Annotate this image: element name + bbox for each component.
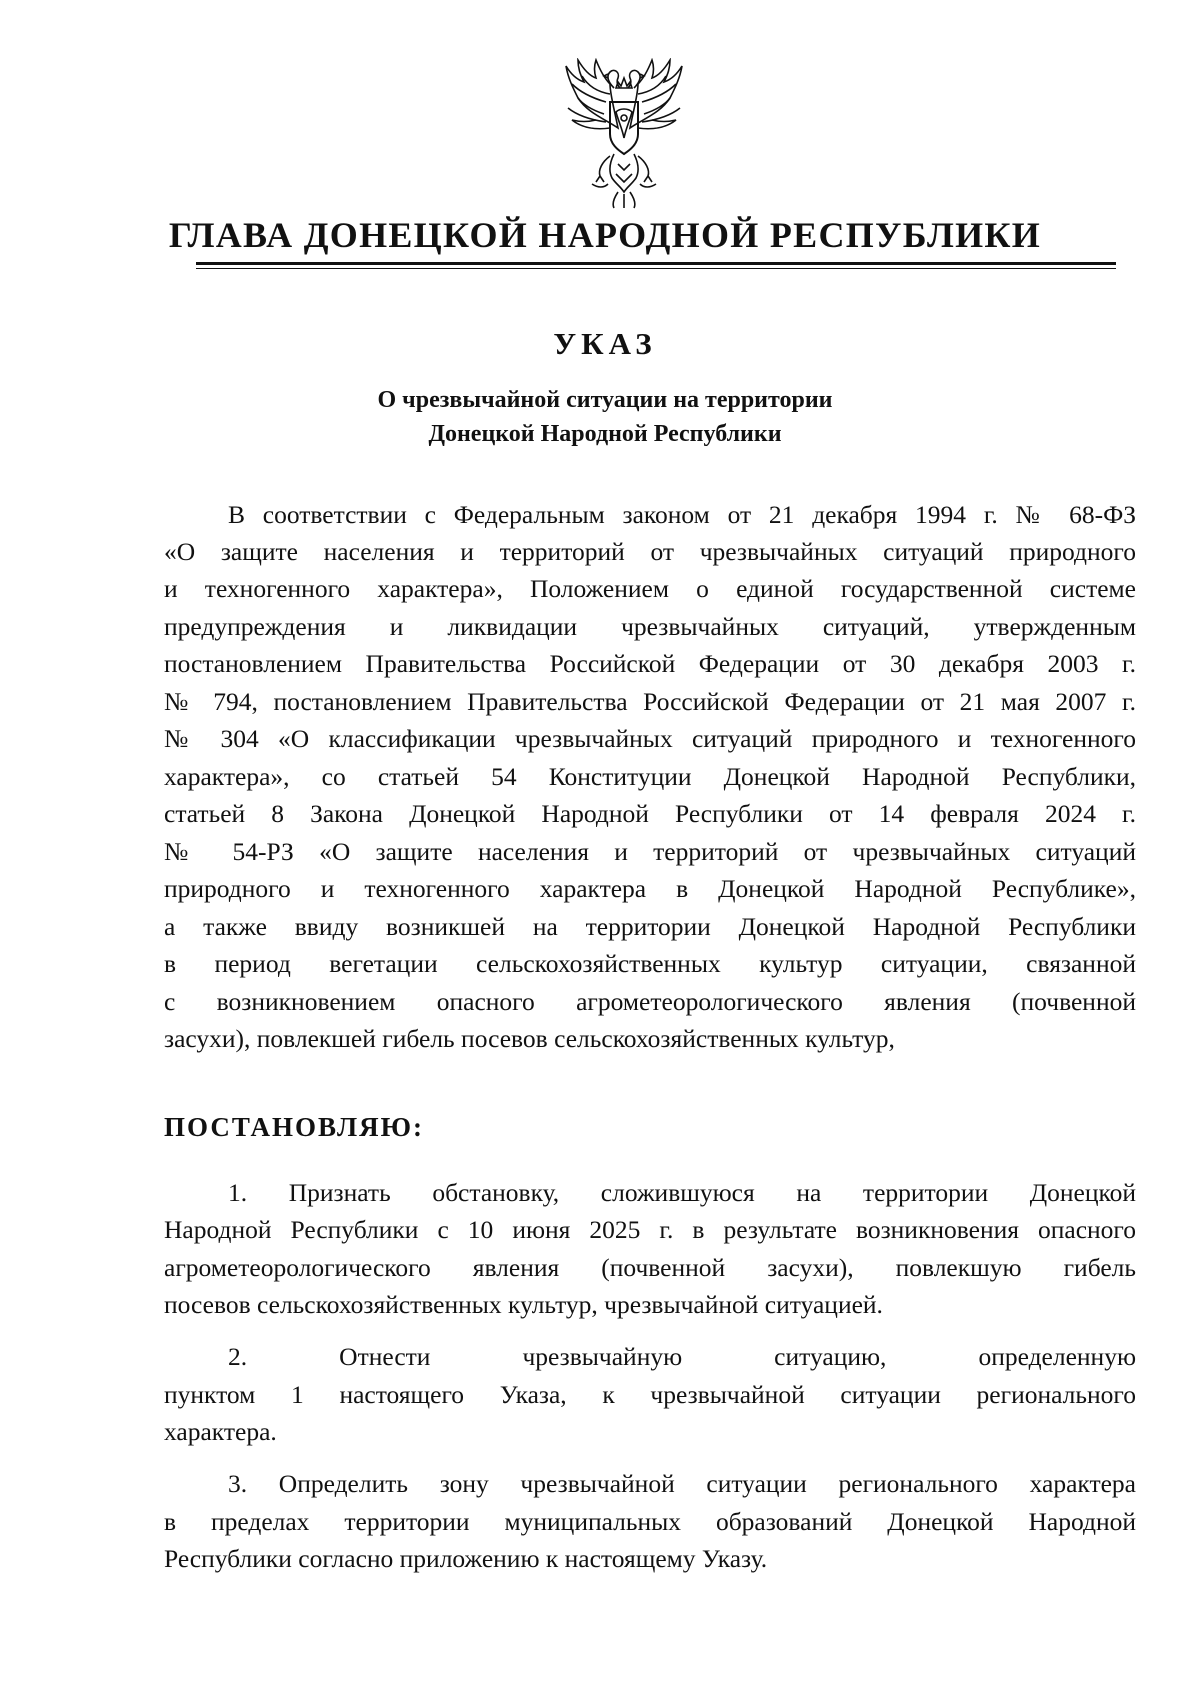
preamble-line: № 304 «О классификации чрезвычайных ситуаций природного и техногенного <box>164 724 1136 753</box>
coat-of-arms-emblem <box>548 58 700 210</box>
item-3-line: 3. Определить зону чрезвычайной ситуации регионального характера <box>228 1469 1136 1498</box>
header-rule-thick <box>196 262 1116 265</box>
header-rule-thin <box>196 268 1116 269</box>
preamble-line: засухи), повлекшей гибель посевов сельскохозяйственных культур, <box>164 1024 895 1053</box>
preamble-line: № 54-РЗ «О защите населения и территорий от чрезвычайных ситуаций <box>164 837 1136 866</box>
preamble-line: предупреждения и ликвидации чрезвычайных ситуаций, утвержденным <box>164 612 1136 641</box>
item-1-line: агрометеорологического явления (почвенной засухи), повлекшую гибель <box>164 1253 1136 1282</box>
issuer-title: ГЛАВА ДОНЕЦКОЙ НАРОДНОЙ РЕСПУБЛИКИ <box>168 215 1042 255</box>
item-3-line: в пределах территории муниципальных образований Донецкой Народной <box>164 1507 1136 1536</box>
item-1-line: 1. Признать обстановку, сложившуюся на территории Донецкой <box>228 1178 1136 1207</box>
preamble-line: природного и техногенного характера в Донецкой Народной Республике», <box>164 874 1136 903</box>
item-2-line: характера. <box>164 1417 277 1446</box>
item-1-line: Народной Республики с 10 июня 2025 г. в результате возникновения опасного <box>164 1215 1136 1244</box>
decree-word: ПОСТАНОВЛЯЮ: <box>164 1112 424 1142</box>
item-3-line: Республики согласно приложению к настоящему Указу. <box>164 1544 768 1573</box>
preamble-line: № 794, постановлением Правительства Российской Федерации от 21 мая 2007 г. <box>164 687 1136 716</box>
preamble-line: а также ввиду возникшей на территории Донецкой Народной Республики <box>164 912 1136 941</box>
preamble-line: в период вегетации сельскохозяйственных культур ситуации, связанной <box>164 949 1136 978</box>
document-subject-line-1: О чрезвычайной ситуации на территории <box>377 387 833 413</box>
item-2-line: 2. Отнести чрезвычайную ситуацию, определенную <box>228 1342 1136 1371</box>
preamble-line: постановлением Правительства Российской Федерации от 30 декабря 2003 г. <box>164 649 1136 678</box>
preamble-line: характера», со статьей 54 Конституции Донецкой Народной Республики, <box>164 762 1136 791</box>
preamble-line: «О защите населения и территорий от чрезвычайных ситуаций природного <box>164 537 1136 566</box>
document-subject-line-2: Донецкой Народной Республики <box>428 421 782 447</box>
item-1-line: посевов сельскохозяйственных культур, чрезвычайной ситуацией. <box>164 1290 883 1319</box>
preamble-line: и техногенного характера», Положением о единой государственной системе <box>164 574 1136 603</box>
preamble-line: с возникновением опасного агрометеорологического явления (почвенной <box>164 987 1136 1016</box>
item-2-line: пунктом 1 настоящего Указа, к чрезвычайной ситуации регионального <box>164 1380 1136 1409</box>
preamble-line: статьей 8 Закона Донецкой Народной Республики от 14 февраля 2024 г. <box>164 799 1136 828</box>
document-type-title: УКАЗ <box>553 326 657 361</box>
preamble-line: В соответствии с Федеральным законом от 21 декабря 1994 г. № 68-ФЗ <box>228 500 1136 529</box>
